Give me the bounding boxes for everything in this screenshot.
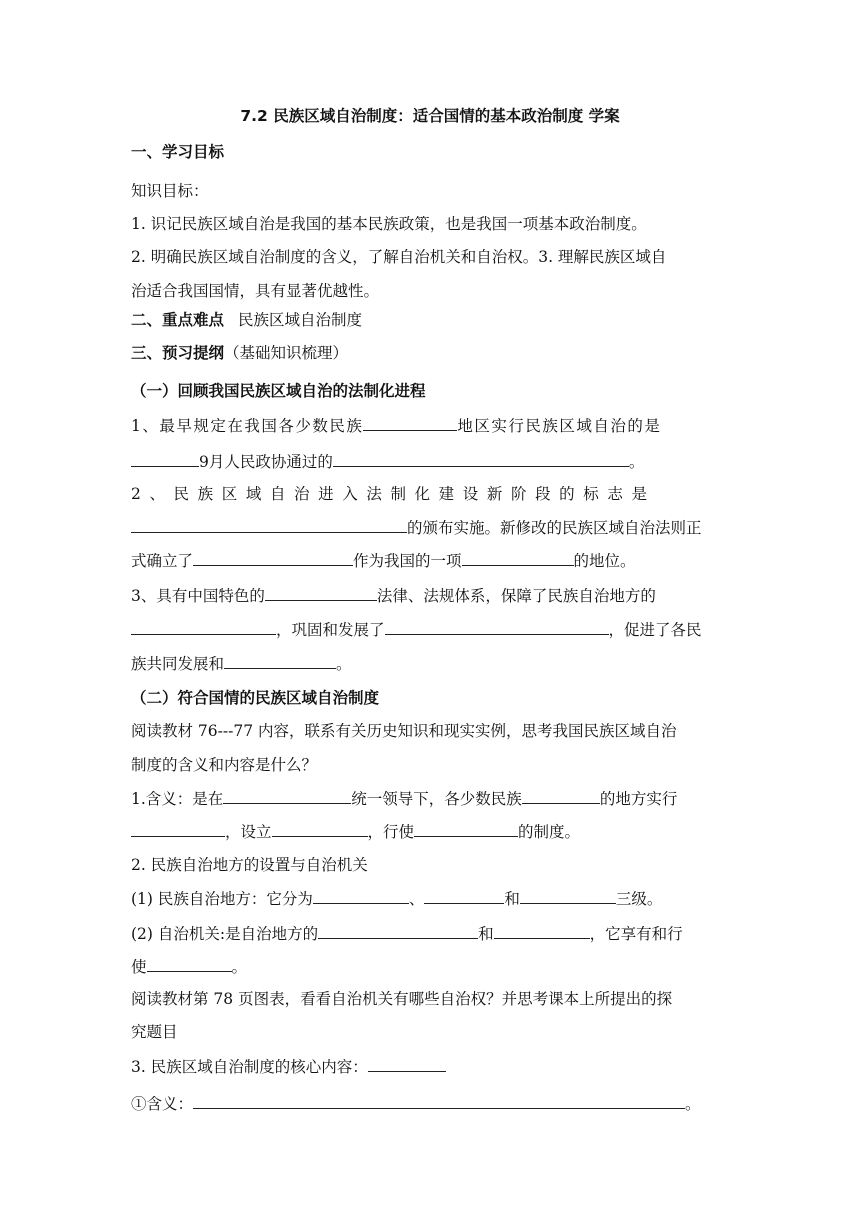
page-title bbox=[0, 105, 860, 127]
fill-blank[interactable] bbox=[368, 1055, 446, 1072]
fill-blank[interactable] bbox=[494, 922, 590, 939]
fill-blank[interactable] bbox=[193, 1092, 685, 1109]
fill-blank[interactable] bbox=[522, 787, 600, 804]
section-preview-outline bbox=[131, 342, 348, 364]
q3-text-e: 族共同发展和 bbox=[131, 655, 225, 673]
autonomous-areas-line bbox=[131, 887, 662, 910]
organs-text-e: 。 bbox=[231, 958, 248, 976]
goal-item-2-line-2: 治适合我国国情，具有显著优越性。 bbox=[131, 282, 380, 300]
q2-text-e: 的地位。 bbox=[573, 552, 636, 570]
question-2-line-1: 2、民族区域自治进入法制化建设新阶段的标志是 bbox=[131, 485, 656, 503]
knowledge-goal-label: 知识目标： bbox=[131, 182, 209, 200]
q3-text-b: 法律、法规体系，保障了民族自治地方的 bbox=[376, 587, 656, 605]
fill-blank[interactable] bbox=[193, 549, 353, 566]
fill-blank[interactable] bbox=[520, 887, 616, 904]
goal-item-2-line-1: 2. 明确民族区域自治制度的含义，了解自治机关和自治权。3. 理解民族区域自 bbox=[131, 248, 667, 266]
part-heading-2: （二）符合国情的民族区域自治制度 bbox=[131, 689, 380, 707]
meaning-text-c: 的地方实行 bbox=[599, 790, 678, 808]
question-3-line-2 bbox=[131, 618, 702, 641]
reading-instruction-2-line-2: 究题目 bbox=[131, 1023, 178, 1041]
q3-text-d: ，促进了各民 bbox=[608, 621, 702, 639]
q3-text-f: 。 bbox=[336, 655, 352, 673]
reading-instruction-1-line-1: 阅读教材 76---77 内容，联系有关历史知识和现实实例，思考我国民族区域自治 bbox=[131, 722, 677, 740]
areas-text-b: 、 bbox=[408, 890, 425, 908]
question-3-line-3 bbox=[131, 652, 352, 675]
section-key-points bbox=[131, 309, 362, 331]
core-meaning-end: 。 bbox=[685, 1095, 701, 1113]
title-text: 7.2 民族区域自治制度：适合国情的基本政治制度 学案 bbox=[240, 107, 620, 125]
fill-blank[interactable] bbox=[424, 887, 504, 904]
meaning-text-e: ，行使 bbox=[367, 823, 415, 841]
fill-blank[interactable] bbox=[131, 516, 407, 533]
part-heading-1: （一）回顾我国民族区域自治的法制化进程 bbox=[131, 382, 426, 400]
question-1-line-1 bbox=[131, 414, 661, 437]
key-points-text: 民族区域自治制度 bbox=[238, 311, 363, 329]
question-3-line-1 bbox=[131, 584, 656, 607]
fill-blank[interactable] bbox=[272, 820, 368, 837]
meaning-text-b: 统一领导下，各少数民族 bbox=[351, 790, 522, 808]
meaning-text-a: 1.含义：是在 bbox=[131, 790, 224, 808]
fill-blank[interactable] bbox=[131, 618, 276, 635]
areas-text-a: (1) 民族自治地方：它分为 bbox=[131, 890, 313, 908]
section-heading-objectives: 一、学习目标 bbox=[131, 143, 225, 161]
fill-blank[interactable] bbox=[414, 820, 518, 837]
fill-blank[interactable] bbox=[131, 450, 199, 467]
q1-text-b: 地区实行民族区域自治的是 bbox=[457, 417, 662, 435]
preview-subtitle: （基础知识梳理） bbox=[224, 344, 349, 362]
q1-text-c: 9月人民政协通过的 bbox=[199, 453, 333, 471]
autonomous-organs-line-2 bbox=[131, 955, 247, 978]
q2-text-c: 式确立了 bbox=[131, 552, 194, 570]
question-2-line-3 bbox=[131, 549, 636, 572]
autonomous-organs-line-1 bbox=[131, 922, 683, 945]
meaning-text-f: 的制度。 bbox=[518, 823, 581, 841]
organs-text-b: 和 bbox=[478, 925, 494, 943]
q1-text-a: 1、最早规定在我国各少数民族 bbox=[131, 417, 364, 435]
fill-blank[interactable] bbox=[462, 549, 574, 566]
organs-text-d: 使 bbox=[131, 958, 147, 976]
reading-instruction-1-line-2: 制度的含义和内容是什么？ bbox=[131, 756, 318, 774]
organs-text-c: ，它享有和行 bbox=[589, 925, 683, 943]
q2-text-b: 的颁布实施。新修改的民族区域自治法则正 bbox=[407, 519, 702, 537]
fill-blank[interactable] bbox=[313, 887, 409, 904]
fill-blank[interactable] bbox=[224, 652, 336, 669]
q2-text-d: 作为我国的一项 bbox=[353, 552, 462, 570]
organs-text-a: (2) 自治机关:是自治地方的 bbox=[131, 925, 319, 943]
fill-blank[interactable] bbox=[223, 787, 351, 804]
fill-blank[interactable] bbox=[333, 450, 629, 467]
goal-item-1: 1. 识记民族区域自治是我国的基本民族政策，也是我国一项基本政治制度。 bbox=[131, 215, 647, 233]
fill-blank[interactable] bbox=[318, 922, 478, 939]
areas-text-c: 和 bbox=[504, 890, 520, 908]
areas-text-d: 三级。 bbox=[615, 890, 663, 908]
q1-text-d: 。 bbox=[628, 453, 645, 471]
core-meaning-line bbox=[131, 1092, 701, 1115]
core-meaning-label: ①含义： bbox=[131, 1095, 194, 1113]
fill-blank[interactable] bbox=[363, 414, 457, 431]
section-heading-key-points: 二、重点难点 bbox=[131, 311, 225, 329]
question-2-line-2 bbox=[131, 516, 702, 539]
question-1-line-2 bbox=[131, 450, 644, 473]
fill-blank[interactable] bbox=[265, 584, 377, 601]
meaning-line-2 bbox=[131, 820, 580, 843]
q3-text-c: ，巩固和发展了 bbox=[276, 621, 385, 639]
subsection-2-heading: 2. 民族自治地方的设置与自治机关 bbox=[131, 856, 368, 874]
fill-blank[interactable] bbox=[147, 955, 232, 972]
reading-instruction-2-line-1: 阅读教材第 78 页图表，看看自治机关有哪些自治权？并思考课本上所提出的探 bbox=[131, 990, 673, 1008]
fill-blank[interactable] bbox=[385, 618, 609, 635]
core-content-line bbox=[131, 1055, 446, 1078]
section-heading-preview: 三、预习提纲 bbox=[131, 344, 225, 362]
fill-blank[interactable] bbox=[131, 820, 225, 837]
q3-text-a: 3、具有中国特色的 bbox=[131, 587, 265, 605]
core-content-text: 3. 民族区域自治制度的核心内容： bbox=[131, 1058, 368, 1076]
meaning-line-1 bbox=[131, 787, 677, 810]
meaning-text-d: ，设立 bbox=[225, 823, 272, 841]
